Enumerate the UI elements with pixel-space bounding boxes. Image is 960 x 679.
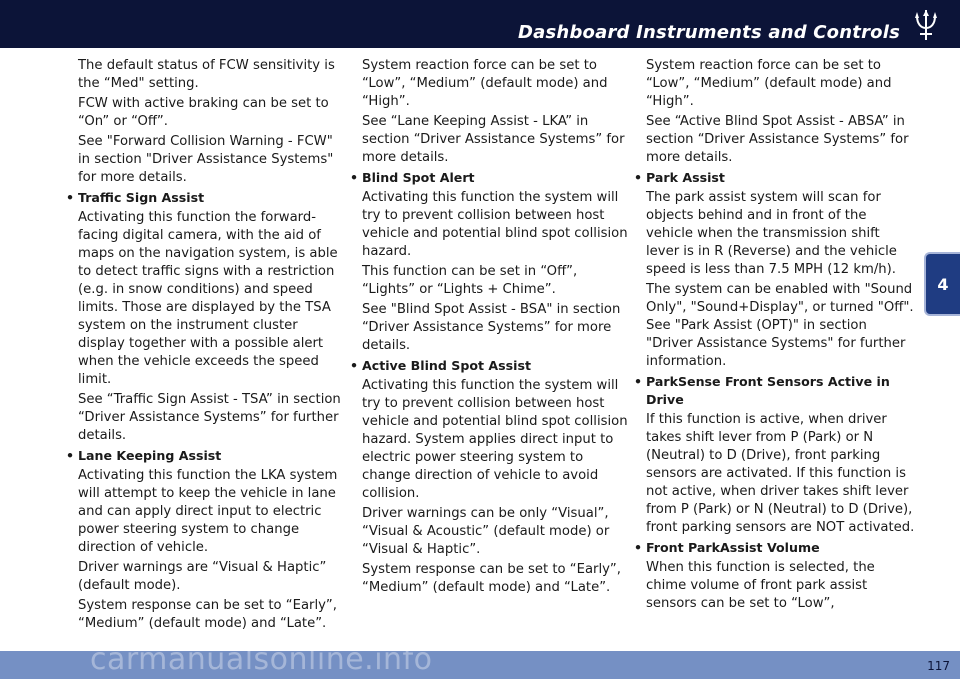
paragraph: The default status of FCW sensitivity is the “Med" setting. [78, 58, 335, 91]
paragraph: System reaction force can be set to “Low”, “Medium” (default mode) and “High”. [646, 58, 892, 109]
paragraph: This function can be set in “Off”, “Lights” or “Lights + Chime”. [362, 264, 578, 297]
bullet-heading: • Active Blind Spot Assist [347, 357, 632, 375]
watermark: carmanualsonline.info [90, 642, 433, 677]
paragraph: Driver warnings can be only “Visual”, “Visual & Acoustic” (default mode) or “Visual & Haptic”. [362, 506, 610, 557]
bullet-heading: • Blind Spot Alert [347, 169, 632, 187]
paragraph: Activating this function the forward-facing digital camera, with the aid of maps on the navigation system, is able to detect traffic signs with a restriction (e.g. in snow conditions) and speed limits. Those are displayed by the TSA system on the instrument cluster display together with a possible alert when the vehicle exceeds the speed limit. [78, 210, 338, 387]
page-header [0, 0, 960, 48]
paragraph: If this function is active, when driver takes shift lever from P (Park) or N (Neutral) to D (Drive), front parking sensors are activated. If this function is not active, when driver takes shift lever from P (Park) or N (Neutral) to D (Drive), front parking sensors are NOT activated. [646, 412, 915, 535]
paragraph: See “Lane Keeping Assist - LKA” in section “Driver Assistance Systems” for more details. [362, 114, 625, 165]
paragraph: System reaction force can be set to “Low”, “Medium” (default mode) and “High”. [362, 58, 608, 109]
bullet-heading: • ParkSense Front Sensors Active in Drive [631, 373, 916, 409]
paragraph: See “Active Blind Spot Assist - ABSA” in section “Driver Assistance Systems” for more details. [646, 114, 909, 165]
page-footer [0, 642, 960, 679]
page-title: Dashboard Instruments and Controls [518, 22, 900, 43]
trident-logo-icon [908, 6, 944, 44]
paragraph: Activating this function the system will try to prevent collision between host vehicle and potential blind spot collision hazard. System applies direct input to electric power steering system to change direction of vehicle to avoid collision. [362, 378, 628, 501]
page-number: 117 [927, 659, 950, 673]
bullet-heading: • Park Assist [631, 169, 916, 187]
paragraph: See "Forward Collision Warning - FCW" in section "Driver Assistance Systems" for more details. [78, 134, 334, 185]
column-1 [63, 57, 348, 635]
paragraph: Driver warnings are “Visual & Haptic” (default mode). [78, 560, 327, 593]
paragraph: System response can be set to “Early”, “Medium” (default mode) and “Late”. [78, 598, 337, 631]
chapter-tab[interactable]: 4 [924, 252, 960, 316]
paragraph: FCW with active braking can be set to “On” or “Off”. [78, 96, 329, 129]
paragraph: The system can be enabled with "Sound Only", "Sound+Display", or turned "Off". See "Park Assist (OPT)" in section "Driver Assistance Systems" for further information. [646, 282, 914, 369]
paragraph: See “Traffic Sign Assist - TSA” in section “Driver Assistance Systems” for further details. [78, 392, 341, 443]
paragraph: The park assist system will scan for objects behind and in front of the vehicle when the transmission shift lever is in R (Reverse) and the vehicle speed is less than 7.5 MPH (12 km/h). [646, 190, 897, 277]
paragraph: System response can be set to “Early”, “Medium” (default mode) and “Late”. [362, 562, 621, 595]
column-2 [347, 57, 632, 599]
paragraph: When this function is selected, the chime volume of front park assist sensors can be set to “Low”, [646, 560, 875, 611]
paragraph: Activating this function the LKA system will attempt to keep the vehicle in lane and can apply direct input to electric power steering system to change direction of vehicle. [78, 468, 338, 555]
bullet-heading: • Traffic Sign Assist [63, 189, 348, 207]
column-3 [631, 57, 916, 615]
paragraph: See "Blind Spot Assist - BSA" in section “Driver Assistance Systems” for more details. [362, 302, 621, 353]
bullet-heading: • Lane Keeping Assist [63, 447, 348, 465]
bullet-heading: • Front ParkAssist Volume [631, 539, 916, 557]
paragraph: Activating this function the system will try to prevent collision between host vehicle and potential blind spot collision hazard. [362, 190, 628, 259]
